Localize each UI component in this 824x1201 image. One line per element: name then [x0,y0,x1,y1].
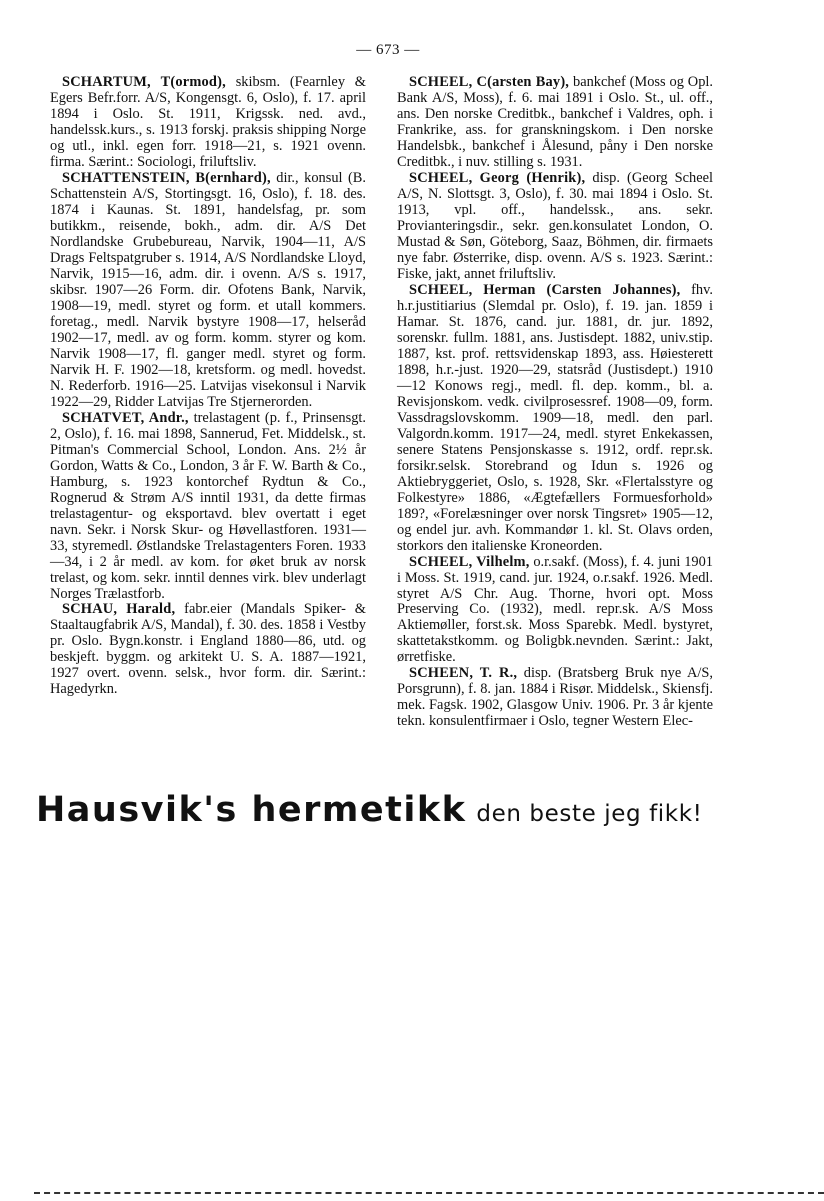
entry-text: o.r.sakf. (Moss), f. 4. juni 1901 i Moss. St. 1919, cand. jur. 1924, o.r.sakf. 1926. Medl. styret A/S Chr. Aug. Thorne, hvori opt. Moss Preserving Co. (1932), medl. repr.sk. A/S Moss Aktiemøller, forst.sk. Moss Sparebk. Medl. bystyret, skattetakstkomm. og Boligbk.nevnden. Særint.: Jakt, ørretfiske. [397,553,713,666]
entry-text: bankchef (Moss og Opl. Bank A/S, Moss), f. 6. mai 1891 i Oslo. St., ul. off., ans. Den norske Creditbk., bankchef i Valdres, oph. i Frankrike, ass. for granskningskom. i Den norske Handelsbk., bankchef i Ålesund, påny i Den norske Creditbk., i nuv. stilling s. 1931. [397,74,713,170]
entry-text: fhv. h.r.justitiarius (Slemdal pr. Oslo), f. 19. jan. 1859 i Hamar. St. 1876, cand. jur. 1881, dr. jur. 1892, sorenskr. fullm. 1881, ans. Justisdept. 1882, univ.stip. 1887, kst. prof. rettsvidenskap 1893, ass. Høiesterett 1898, h.r.-just. 1920—29, statsråd (Justisdept.) 1910—12 Konows regj., medl. fl. dep. komm., bl. a. Revisjonskom. vedk. civilprosessref. 1908—09, form. Vassdragslovskomm. 1909—18, medl. den parl. Valgordn.komm. 1917—24, medl. styret Enkekassen, senere Statens Pensjonskasse s. 1912, ordf. repr.sk. forsikr.selsk. Storebrand og Idun s. 1926 og Aktiebryggeriet, Oslo, s. 1928, Skr. «Flertalsstyre og Folkestyre» 1886, «Ægtefællers Formuesforhold» 189?, «Forelæsninger over norsk Tingsret» 1905—12, og endel jur. avh. Kommandør 1. kl. St. Olavs orden, storkors den italienske Kroneorden. [397,281,713,554]
entry-name: SCHEEL, C(arsten Bay), [409,74,570,90]
entry-name: SCHEEL, Vilhelm, [409,553,530,570]
biography-entry [50,410,366,602]
biography-entry [50,74,366,170]
entry-name: SCHARTUM, T(ormod), [62,74,226,90]
footer-rule [34,1192,824,1194]
entry-text: disp. (Bratsberg Bruk nye A/S, Porsgrunn), f. 8. jan. 1884 i Risør. Middelsk., Skiensfj. mek. Fagsk. 1902, Glasgow Univ. 1906. Pr. 3 år kjente tekn. konsulentfirmaer i Oslo, tegner Western Elec- [397,665,713,730]
entry-text: fabr.eier (Mandals Spiker- & Staaltaugfabrik A/S, Mandal), f. 30. des. 1858 i Vestby pr. Oslo. Bygn.konstr. i England 1880—86, utd. og beskjeft. byggm. og arkitekt U. S. A. 1887—1921, 1927 overt. ovenn. selsk., hvor form. dir. Særint.: Hagedyrkn. [50,601,366,698]
biography-entry [397,74,713,170]
entry-text: skibsm. (Fearnley & Egers Befr.forr. A/S, Kongensgt. 6, Oslo), f. 17. april 1894 i Oslo. St. 1911, Krigssk. ned. avd., handelssk.kurs., s. 1913 forskj. praksis shipping Norge og utl., inkl. egen forr. 1918—21, s. 1921 ovenn. firma. Særint.: Sociologi, friluftsliv. [50,74,366,170]
entry-name: SCHEEL, Georg (Henrik), [409,169,586,186]
advertisement-banner [36,790,796,830]
entry-text: dir., konsul (B. Schattenstein A/S, Stortingsgt. 16, Oslo), f. 18. des. 1874 i Kaunas. St. 1891, handelsfag, pr. som butikkm., reisende, bokh., adm. dir. A/S Det Nordlandske Grubebureau, Narvik, 1904—11, A/S Drags Feltspatgruber s. 1914, A/S Nordlandske Lloyd, Narvik, 1915—16, adm. dir. i ovenn. A/S s. 1917, skibsr. 1907—26 Form. dir. Ofotens Bank, Narvik, 1908—19, medl. styret og form. et utall kommers. foretag., medl. Narvik bystyre 1908—17, helseråd 1902—17, medl. av og form. komm. styrer og kom. Narvik 1908—17, fl. ganger medl. styret og form. Narvik H. F. 1902—18, kretsform. og medl. hovedst. N. Rederforb. 1916—25. Latvijas visekonsul i Narvik 1922—29, Ridder Latvijas Tre Stjernerorden. [50,169,366,410]
entry-name: SCHATTENSTEIN, B(ernhard), [62,169,271,186]
entry-text: disp. (Georg Scheel A/S, N. Slottsgt. 3, Oslo), f. 30. mai 1894 i Oslo. St. 1913, vpl. off., handelssk., ans. sekr. Provianteringsdir., sekr. gen.konsulatet London, O. Mustad & Søn, Göteborg, Saaz, Böhmen, dir. firmaets nye fabr. Østerrike, disp. ovenn. A/S s. 1923. Særint.: Fiske, jakt, annet friluftsliv. [397,169,713,282]
biography-entry [397,170,713,282]
right-column [397,74,713,729]
biography-entry [397,665,713,729]
entry-name: SCHAU, Harald, [62,601,176,618]
biography-entry [50,601,366,697]
entry-name: SCHEEN, T. R., [409,665,518,682]
entry-name: SCHATVET, Andr., [62,409,189,426]
advertisement-tagline: den beste jeg fikk! [476,801,703,827]
biography-entry [397,282,713,554]
advertisement-brand: Hausvik's hermetikk [36,790,467,830]
biography-entry [397,554,713,666]
page-number: — 673 — [356,42,420,58]
entry-name: SCHEEL, Herman (Carsten Johannes), [409,281,681,298]
biography-entry [50,170,366,410]
entry-text: trelastagent (p. f., Prinsensgt. 2, Oslo), f. 16. mai 1898, Sannerud, Fet. Middelsk., st. Pitman's Commercial School, London. Ans. 2½ år Gordon, Watts & Co., London, 3 år F. W. Barth & Co., Hamburg, s. 1923 kontorchef Rydtun & Co., Rognerud & Strøm A/S inntil 1931, da dette firmas trelastagentur- og eksportavd. blev overtatt i eget navn. Sekr. i Norsk Skur- og Høvellastforen. 1931—33, styremedl. Østlandske Trelastagenters Foren. 1933—34, i 2 år medl. av kom. for øket bruk av norsk trelast, og kom. sekr. inntil dennes virk. blev underlagt Norges Trælastforb. [50,409,366,602]
left-column [50,74,366,697]
